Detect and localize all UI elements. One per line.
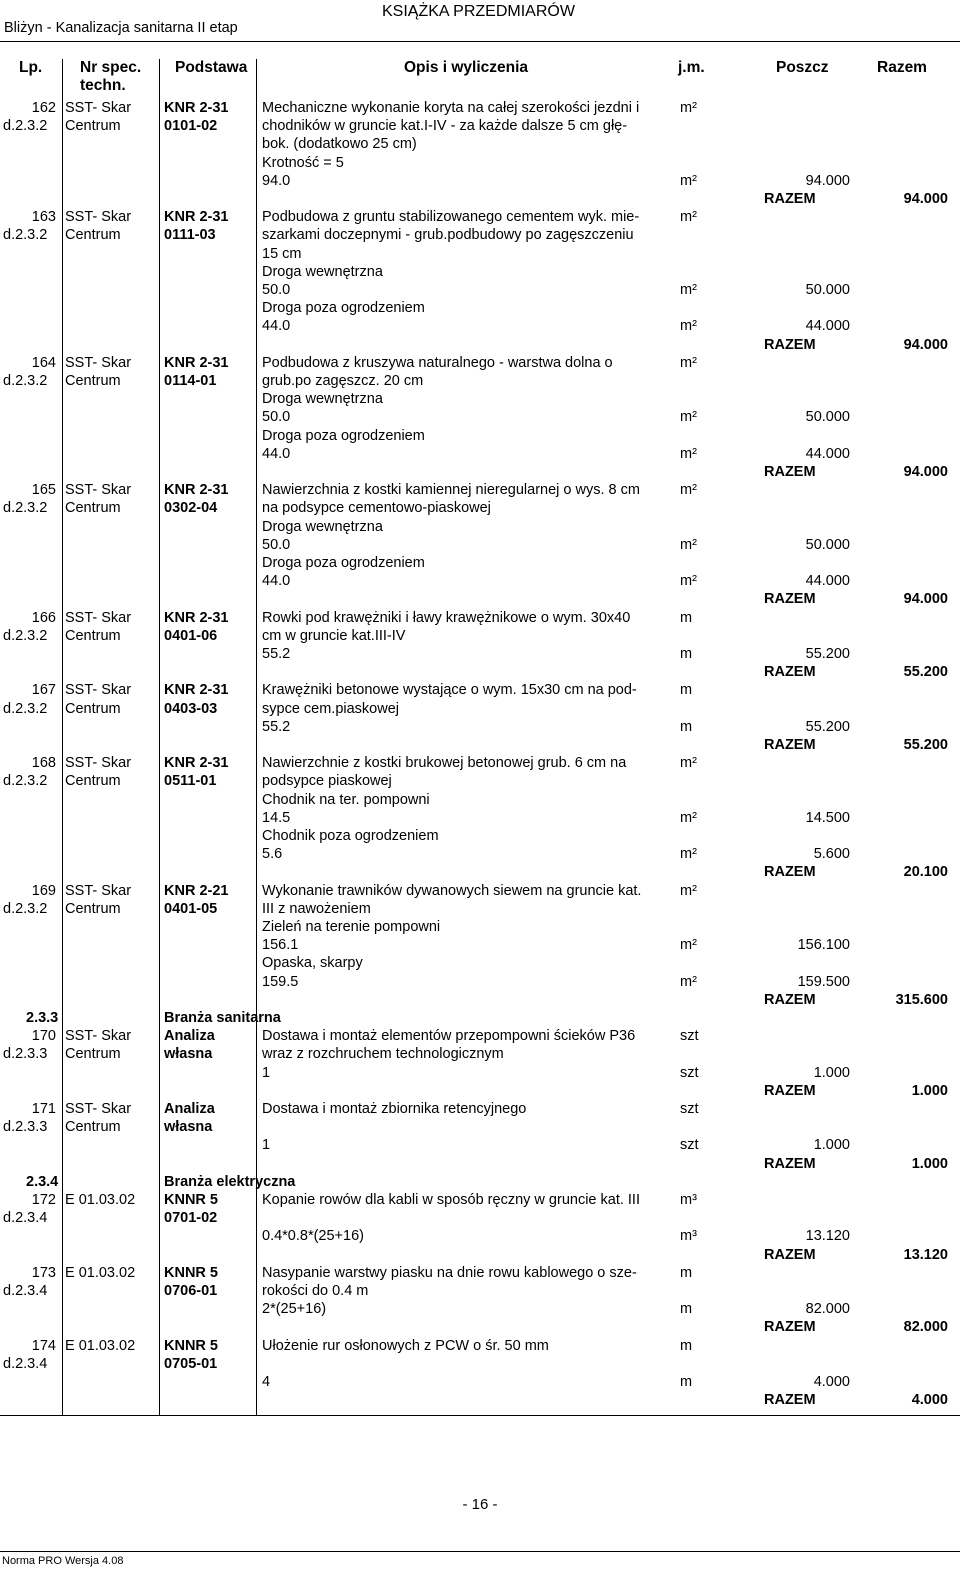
footer-rule — [0, 1551, 960, 1552]
basis-position: 0114-01 — [164, 373, 217, 389]
total-label: RAZEM — [764, 1082, 816, 1099]
calc-value: 44.000 — [805, 573, 850, 590]
description-line: Droga wewnętrzna — [262, 391, 383, 408]
item-number: 165 — [31, 482, 56, 499]
description-line: Krotność = 5 — [262, 154, 344, 171]
calc-unit: szt — [680, 1137, 699, 1154]
calc-unit: m² — [680, 409, 697, 426]
spec-code: SST- Skar — [65, 609, 132, 626]
description-line: bok. (dodatkowo 25 cm) — [262, 136, 417, 153]
total-label: RAZEM — [764, 464, 816, 480]
spec-code: SST- Skar — [65, 100, 132, 116]
description-line: Krawężniki betonowe wystające o wym. 15x30 cm na pod- — [262, 682, 637, 699]
calc-expression: 5.6 — [262, 846, 283, 863]
basis-catalog: KNR 2-31 — [164, 682, 229, 699]
calc-value: 94.000 — [805, 172, 850, 189]
basis-catalog: KNR 2-31 — [164, 209, 229, 226]
unit: m — [680, 1264, 693, 1281]
spec-ref: d.2.3.2 — [3, 627, 48, 644]
spec-ref: d.2.3.2 — [3, 227, 48, 244]
basis-position: 0111-03 — [164, 227, 216, 244]
header-rule — [0, 41, 960, 42]
spec-ref: d.2.3.2 — [3, 118, 48, 135]
description-line: wraz z rozchruchem technologicznym — [262, 1046, 504, 1063]
spec-code-2: Centrum — [65, 118, 121, 135]
total-label: RAZEM — [764, 1246, 816, 1263]
description-line: sypce cem.piaskowej — [262, 700, 399, 717]
spec-code: SST- Skar — [65, 882, 132, 899]
item-number: 162 — [31, 100, 56, 116]
book-title: KSIĄŻKA PRZEDMIARÓW — [382, 3, 575, 20]
item-number: 170 — [31, 1028, 56, 1045]
spec-ref: d.2.3.2 — [3, 900, 48, 917]
col-podstawa: Podstawa — [175, 59, 248, 76]
calc-unit: m² — [680, 172, 697, 189]
unit: szt — [680, 1028, 699, 1045]
basis-catalog: KNR 2-31 — [164, 482, 229, 499]
basis-catalog: KNNR 5 — [164, 1264, 218, 1281]
calc-value: 4.000 — [813, 1374, 850, 1390]
calc-value: 1.000 — [813, 1137, 850, 1154]
spec-code: SST- Skar — [65, 354, 132, 371]
spec-code-2: Centrum — [65, 700, 121, 717]
calc-unit: m² — [680, 973, 697, 990]
item-number: 174 — [31, 1337, 56, 1354]
description-line: Zieleń na terenie pompowni — [262, 919, 441, 935]
table-grid — [0, 59, 960, 1419]
calc-expression: 14.5 — [262, 809, 291, 826]
description-line: grub.po zagęszcz. 20 cm — [262, 373, 424, 389]
col-razem: Razem — [877, 59, 927, 76]
calc-expression: 55.2 — [262, 718, 291, 735]
total-label: RAZEM — [764, 664, 816, 681]
basis-position: 0705-01 — [164, 1355, 218, 1372]
calc-value: 82.000 — [805, 1301, 850, 1318]
calc-unit: m — [680, 718, 693, 735]
spec-code-2: Centrum — [65, 373, 121, 389]
col-opis: Opis i wyliczenia — [404, 59, 529, 76]
spec-code-2: Centrum — [65, 227, 121, 244]
spec-ref: d.2.3.2 — [3, 700, 48, 717]
spec-ref: d.2.3.4 — [3, 1210, 48, 1227]
calc-value: 5.600 — [813, 846, 850, 863]
calc-unit: m — [680, 646, 693, 662]
calc-unit: m² — [680, 573, 697, 590]
description-line: cm w gruncie kat.III-IV — [262, 627, 406, 644]
total-label: RAZEM — [764, 1155, 816, 1172]
total-value: 82.000 — [903, 1319, 948, 1336]
item-number: 168 — [31, 755, 56, 772]
item-number: 169 — [31, 882, 56, 899]
calc-unit: m² — [680, 536, 697, 553]
calc-unit: m³ — [680, 1228, 697, 1245]
basis-position: 0101-02 — [164, 118, 218, 135]
spec-code: SST- Skar — [65, 682, 132, 699]
description-line: Ułożenie rur osłonowych z PCW o śr. 50 mm — [262, 1337, 549, 1354]
calc-label: Chodnik poza ogrodzeniem — [262, 828, 439, 844]
calc-unit: m² — [680, 445, 697, 462]
spec-code: SST- Skar — [65, 1028, 132, 1045]
calc-value: 13.120 — [805, 1228, 850, 1245]
col-nr-spec-2: techn. — [80, 77, 126, 94]
total-value: 55.200 — [903, 737, 948, 753]
col-poszcz: Poszcz — [776, 59, 829, 76]
description-line: 15 cm — [262, 245, 302, 262]
basis-catalog: KNR 2-21 — [164, 882, 229, 899]
spec-code-2: Centrum — [65, 1046, 121, 1063]
unit: m² — [680, 100, 697, 116]
description-line: rokości do 0.4 m — [262, 1283, 369, 1299]
description-line: szarkami doczepnymi - grub.podbudowy po zagęszczeniu — [262, 227, 634, 244]
unit: m² — [680, 209, 697, 226]
total-label: RAZEM — [764, 1319, 816, 1336]
section-code: 2.3.3 — [26, 1010, 59, 1026]
calc-expression: 156.1 — [262, 937, 299, 954]
total-label: RAZEM — [764, 336, 816, 353]
col-lp: Lp. — [19, 59, 43, 76]
spec-code-2: Centrum — [65, 900, 121, 917]
calc-expression: 159.5 — [262, 973, 299, 990]
description-line: Kopanie rowów dla kabli w sposób ręczny w gruncie kat. III — [262, 1192, 640, 1208]
basis-catalog: KNR 2-31 — [164, 755, 229, 772]
section-title: Branża sanitarna — [164, 1010, 281, 1026]
calc-expression: 0.4*0.8*(25+16) — [262, 1228, 364, 1245]
spec-ref: d.2.3.4 — [3, 1283, 48, 1299]
calc-value: 55.200 — [805, 718, 850, 735]
spec-ref: d.2.3.3 — [3, 1046, 48, 1063]
total-label: RAZEM — [764, 191, 816, 207]
total-value: 4.000 — [911, 1392, 948, 1409]
description-line: Wykonanie trawników dywanowych siewem na gruncie kat. — [262, 882, 642, 899]
item-number: 171 — [31, 1101, 56, 1117]
basis-position: 0701-02 — [164, 1210, 218, 1227]
unit: m — [680, 609, 693, 626]
unit: m² — [680, 882, 697, 899]
spec-ref: d.2.3.2 — [3, 500, 48, 517]
calc-unit: m — [680, 1301, 693, 1318]
calc-value: 50.000 — [805, 282, 850, 298]
total-value: 315.600 — [895, 991, 948, 1008]
calc-expression: 50.0 — [262, 409, 291, 426]
spec-code: E 01.03.02 — [65, 1337, 136, 1354]
basis-position: własna — [164, 1046, 213, 1063]
basis-position: 0403-03 — [164, 700, 218, 717]
calc-unit: m² — [680, 846, 697, 863]
calc-value: 44.000 — [805, 318, 850, 335]
basis-catalog: Analiza — [164, 1028, 215, 1045]
calc-value: 50.000 — [805, 409, 850, 426]
spec-ref: d.2.3.4 — [3, 1355, 48, 1372]
spec-code-2: Centrum — [65, 1119, 121, 1136]
calc-unit: szt — [680, 1064, 699, 1081]
calc-value: 14.500 — [805, 809, 850, 826]
total-value: 55.200 — [903, 664, 948, 681]
basis-catalog: KNNR 5 — [164, 1337, 218, 1354]
description-line: III z nawożeniem — [262, 900, 371, 917]
calc-expression: 44.0 — [262, 573, 291, 590]
calc-expression: 44.0 — [262, 445, 291, 462]
calc-unit: m² — [680, 809, 697, 826]
basis-catalog: KNR 2-31 — [164, 100, 229, 116]
spec-code-2: Centrum — [65, 773, 121, 790]
total-value: 1.000 — [911, 1082, 948, 1099]
section-title: Branża elektryczna — [164, 1173, 296, 1190]
description-line: Droga wewnętrzna — [262, 263, 383, 280]
total-label: RAZEM — [764, 591, 816, 608]
spec-code: SST- Skar — [65, 209, 132, 226]
basis-position: 0401-06 — [164, 627, 218, 644]
spec-code-2: Centrum — [65, 627, 121, 644]
description-line: Nasypanie warstwy piasku na dnie rowu kablowego o sze- — [262, 1264, 637, 1281]
basis-position: 0302-04 — [164, 500, 218, 517]
basis-position: 0511-01 — [164, 773, 217, 790]
basis-catalog: KNR 2-31 — [164, 609, 229, 626]
col-nr-spec: Nr spec. — [80, 59, 142, 76]
calc-expression: 1 — [262, 1137, 271, 1154]
description-line: Podbudowa z kruszywa naturalnego - warstwa dolna o — [262, 354, 613, 371]
calc-expression: 44.0 — [262, 318, 291, 335]
calc-expression: 94.0 — [262, 172, 291, 189]
total-value: 94.000 — [903, 191, 948, 207]
basis-catalog: KNNR 5 — [164, 1192, 218, 1208]
calc-label: Droga poza ogrodzeniem — [262, 555, 425, 571]
calc-value: 156.100 — [797, 937, 850, 954]
spec-code-2: Centrum — [65, 500, 121, 517]
document-title: Bliżyn - Kanalizacja sanitarna II etap — [4, 20, 238, 36]
spec-ref: d.2.3.2 — [3, 373, 48, 389]
total-label: RAZEM — [764, 864, 816, 881]
calc-expression: 1 — [262, 1064, 271, 1081]
calc-label: Droga poza ogrodzeniem — [262, 427, 425, 444]
total-value: 1.000 — [911, 1155, 948, 1172]
calc-unit: m² — [680, 282, 697, 298]
spec-code: SST- Skar — [65, 482, 132, 499]
calc-unit: m² — [680, 318, 697, 335]
total-value: 94.000 — [903, 464, 948, 480]
spec-ref: d.2.3.2 — [3, 773, 48, 790]
description-line: Dostawa i montaż zbiornika retencyjnego — [262, 1101, 527, 1117]
calc-value: 1.000 — [813, 1064, 850, 1081]
description-line: Chodnik na ter. pompowni — [262, 791, 430, 808]
spec-code: SST- Skar — [65, 1101, 132, 1117]
spec-code: SST- Skar — [65, 755, 132, 772]
spec-ref: d.2.3.3 — [3, 1119, 48, 1136]
item-number: 167 — [31, 682, 56, 699]
calc-unit: m² — [680, 937, 697, 954]
total-label: RAZEM — [764, 737, 816, 753]
unit: m — [680, 682, 693, 699]
page-number: - 16 - — [462, 1496, 498, 1513]
table-bottom-rule — [0, 1415, 960, 1416]
calc-label: Droga poza ogrodzeniem — [262, 300, 425, 317]
spec-code: E 01.03.02 — [65, 1192, 136, 1208]
calc-unit: m — [680, 1374, 693, 1390]
basis-catalog: Analiza — [164, 1101, 215, 1117]
item-number: 166 — [31, 609, 56, 626]
total-value: 94.000 — [903, 336, 948, 353]
description-line: Rowki pod krawężniki i ławy krawężnikowe o wym. 30x40 — [262, 609, 631, 626]
description-line: Mechaniczne wykonanie koryta na całej szerokości jezdni i — [262, 100, 640, 116]
item-number: 163 — [31, 209, 56, 226]
unit: m — [680, 1337, 693, 1354]
description-line: Nawierzchnie z kostki brukowej betonowej grub. 6 cm na — [262, 755, 627, 772]
basis-position: własna — [164, 1119, 213, 1136]
calc-expression: 50.0 — [262, 536, 291, 553]
item-number: 172 — [31, 1192, 56, 1208]
total-label: RAZEM — [764, 991, 816, 1008]
basis-position: 0401-05 — [164, 900, 218, 917]
total-label: RAZEM — [764, 1392, 816, 1409]
section-code: 2.3.4 — [26, 1173, 59, 1190]
description-line: Droga wewnętrzna — [262, 518, 383, 535]
spec-code: E 01.03.02 — [65, 1264, 136, 1281]
unit: m³ — [680, 1192, 697, 1208]
calc-value: 50.000 — [805, 536, 850, 553]
basis-catalog: KNR 2-31 — [164, 354, 229, 371]
calc-value: 159.500 — [797, 973, 850, 990]
unit: m² — [680, 354, 697, 371]
calc-expression: 50.0 — [262, 282, 291, 298]
total-value: 13.120 — [903, 1246, 948, 1263]
software-version: Norma PRO Wersja 4.08 — [2, 1555, 124, 1567]
item-number: 173 — [31, 1264, 56, 1281]
total-value: 94.000 — [903, 591, 948, 608]
unit: szt — [680, 1101, 699, 1117]
calc-value: 44.000 — [805, 445, 850, 462]
unit: m² — [680, 755, 697, 772]
basis-position: 0706-01 — [164, 1283, 218, 1299]
description-line: Nawierzchnia z kostki kamiennej nieregularnej o wys. 8 cm — [262, 482, 640, 499]
description-line: Podbudowa z gruntu stabilizowanego cementem wyk. mie- — [262, 209, 640, 226]
calc-expression: 2*(25+16) — [262, 1301, 327, 1318]
item-number: 164 — [31, 354, 56, 371]
calc-expression: 4 — [262, 1374, 271, 1390]
description-line: chodników w gruncie kat.I-IV - za każde dalsze 5 cm głę- — [262, 118, 628, 135]
unit: m² — [680, 482, 697, 499]
calc-label: Opaska, skarpy — [262, 955, 363, 972]
calc-value: 55.200 — [805, 646, 850, 662]
description-line: na podsypce cementowo-piaskowej — [262, 500, 491, 517]
description-line: podsypce piaskowej — [262, 773, 392, 790]
total-value: 20.100 — [903, 864, 948, 881]
calc-expression: 55.2 — [262, 646, 291, 662]
col-jm: j.m. — [678, 59, 705, 76]
description-line: Dostawa i montaż elementów przepompowni ścieków P36 — [262, 1028, 636, 1045]
